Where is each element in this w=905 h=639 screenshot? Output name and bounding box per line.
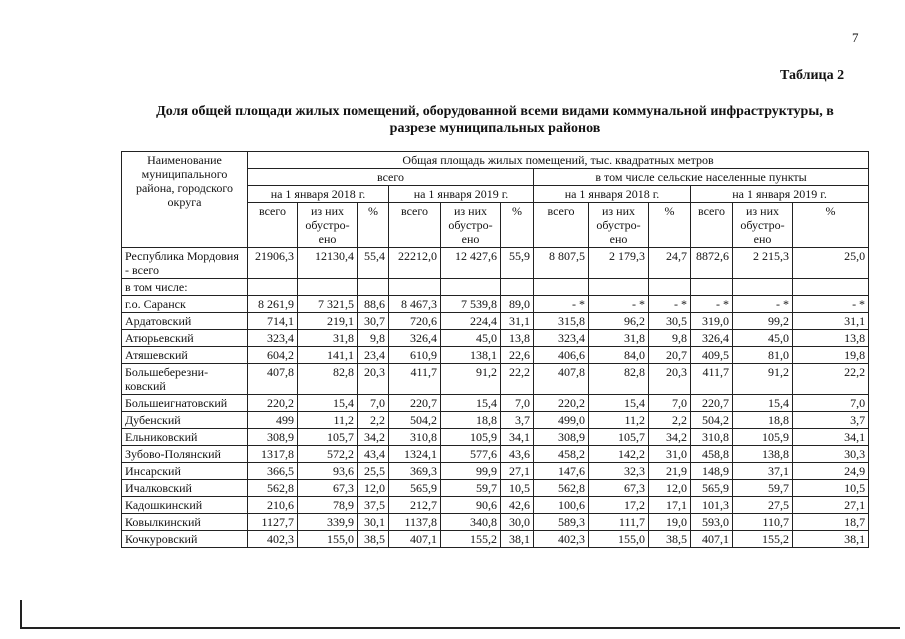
row-value: 13,8: [793, 330, 869, 347]
page-edge-bottom: [20, 627, 900, 629]
table-row: [122, 412, 869, 429]
row-value: 402,3: [248, 531, 298, 548]
row-value: 593,0: [691, 514, 733, 531]
row-value: 45,0: [441, 330, 501, 347]
header-date-2018: на 1 января 2018 г.: [248, 186, 389, 203]
row-value: 37,1: [733, 463, 793, 480]
row-value: 148,9: [691, 463, 733, 480]
header-sub-total: всего: [691, 203, 733, 248]
row-value: 310,8: [389, 429, 441, 446]
row-value: 93,6: [298, 463, 358, 480]
table-label: Таблица 2: [780, 68, 845, 83]
row-value: [733, 279, 793, 296]
header-date-2019: на 1 января 2019 г.: [389, 186, 534, 203]
row-value: [298, 279, 358, 296]
row-value: 142,2: [589, 446, 649, 463]
row-value: 219,1: [298, 313, 358, 330]
row-value: 43,6: [501, 446, 534, 463]
row-value: 15,4: [298, 395, 358, 412]
row-value: 19,8: [793, 347, 869, 364]
row-value: 59,7: [733, 480, 793, 497]
row-value: 22,6: [501, 347, 534, 364]
row-value: 81,0: [733, 347, 793, 364]
row-value: 22,2: [501, 364, 534, 395]
row-value: 220,7: [691, 395, 733, 412]
row-value: 212,7: [389, 497, 441, 514]
row-value: 326,4: [691, 330, 733, 347]
row-value: 12130,4: [298, 248, 358, 279]
row-value: 407,1: [691, 531, 733, 548]
row-value: 720,6: [389, 313, 441, 330]
row-value: 27,5: [733, 497, 793, 514]
row-value: 2,2: [358, 412, 389, 429]
row-value: 67,3: [298, 480, 358, 497]
header-date-2019-rural: на 1 января 2019 г.: [691, 186, 869, 203]
row-value: 43,4: [358, 446, 389, 463]
row-name: Зубово-Полянский: [122, 446, 248, 463]
row-value: 84,0: [589, 347, 649, 364]
row-value: 20,3: [649, 364, 691, 395]
row-value: 577,6: [441, 446, 501, 463]
row-value: 34,2: [649, 429, 691, 446]
row-value: 30,1: [358, 514, 389, 531]
row-value: 30,3: [793, 446, 869, 463]
header-group-rural: в том числе сельские населенные пункты: [534, 169, 869, 186]
row-value: 31,1: [501, 313, 534, 330]
row-value: 45,0: [733, 330, 793, 347]
header-sub-pct: %: [649, 203, 691, 248]
row-value: 3,7: [793, 412, 869, 429]
row-value: 7,0: [649, 395, 691, 412]
header-group-all: всего: [248, 169, 534, 186]
row-value: 7,0: [501, 395, 534, 412]
table-row: [122, 463, 869, 480]
row-value: - *: [691, 296, 733, 313]
row-value: 96,2: [589, 313, 649, 330]
row-value: 105,7: [298, 429, 358, 446]
header-sub-pct: %: [793, 203, 869, 248]
table-row: [122, 480, 869, 497]
header-sub-pct: %: [501, 203, 534, 248]
row-value: 31,1: [793, 313, 869, 330]
row-name: в том числе:: [122, 279, 248, 296]
row-value: 402,3: [534, 531, 589, 548]
row-value: 105,7: [589, 429, 649, 446]
row-value: 308,9: [534, 429, 589, 446]
row-value: 138,1: [441, 347, 501, 364]
row-value: 12,0: [358, 480, 389, 497]
row-value: 1317,8: [248, 446, 298, 463]
table-row: [122, 429, 869, 446]
row-name: Ичалковский: [122, 480, 248, 497]
row-value: 11,2: [298, 412, 358, 429]
row-value: 30,0: [501, 514, 534, 531]
header-sub-pct: %: [358, 203, 389, 248]
row-value: 407,1: [389, 531, 441, 548]
header-sub-equipped: из них обустро-ено: [733, 203, 793, 248]
header-main-group: Общая площадь жилых помещений, тыс. квадратных метров: [248, 152, 869, 169]
row-value: 34,1: [501, 429, 534, 446]
page-edge-left: [20, 600, 22, 628]
row-value: 7 539,8: [441, 296, 501, 313]
row-value: 562,8: [534, 480, 589, 497]
row-value: 499: [248, 412, 298, 429]
row-value: 31,8: [589, 330, 649, 347]
row-value: 21,9: [649, 463, 691, 480]
row-value: 91,2: [733, 364, 793, 395]
title-line-2: разрезе муниципальных районов: [389, 121, 601, 136]
title-line-1: Доля общей площади жилых помещений, оборудованной всеми видами коммунальной инфраструктуры, в: [156, 104, 834, 119]
row-value: 42,6: [501, 497, 534, 514]
header-date-2018-rural: на 1 января 2018 г.: [534, 186, 691, 203]
table-body: [122, 248, 869, 548]
row-value: 610,9: [389, 347, 441, 364]
row-value: [589, 279, 649, 296]
row-name: Кочкуровский: [122, 531, 248, 548]
row-value: 55,4: [358, 248, 389, 279]
row-value: 23,4: [358, 347, 389, 364]
row-value: 3,7: [501, 412, 534, 429]
row-value: 18,8: [733, 412, 793, 429]
row-value: 82,8: [589, 364, 649, 395]
row-value: 458,8: [691, 446, 733, 463]
row-name: Инсарский: [122, 463, 248, 480]
row-value: 1127,7: [248, 514, 298, 531]
row-value: 366,5: [248, 463, 298, 480]
row-value: 25,5: [358, 463, 389, 480]
row-value: 411,7: [389, 364, 441, 395]
row-value: 78,9: [298, 497, 358, 514]
row-value: 18,7: [793, 514, 869, 531]
row-value: 220,2: [534, 395, 589, 412]
row-value: 9,8: [649, 330, 691, 347]
row-value: 22,2: [793, 364, 869, 395]
row-value: 10,5: [501, 480, 534, 497]
row-value: 565,9: [691, 480, 733, 497]
table-row: [122, 364, 869, 395]
row-value: 24,9: [793, 463, 869, 480]
row-value: 91,2: [441, 364, 501, 395]
row-value: 21906,3: [248, 248, 298, 279]
row-value: 27,1: [501, 463, 534, 480]
table-row: [122, 248, 869, 279]
table-row: [122, 514, 869, 531]
row-value: 1137,8: [389, 514, 441, 531]
header-sub-equipped: из них обустро-ено: [589, 203, 649, 248]
row-name: Большеберезни-ковский: [122, 364, 248, 395]
document-title: [120, 103, 870, 137]
row-value: 369,3: [389, 463, 441, 480]
row-value: 38,1: [793, 531, 869, 548]
row-value: 458,2: [534, 446, 589, 463]
row-value: 12 427,6: [441, 248, 501, 279]
row-value: 407,8: [534, 364, 589, 395]
row-value: 1324,1: [389, 446, 441, 463]
row-value: 111,7: [589, 514, 649, 531]
table-row: [122, 279, 869, 296]
row-value: 589,3: [534, 514, 589, 531]
row-value: 55,9: [501, 248, 534, 279]
table-row: [122, 347, 869, 364]
row-name: г.о. Саранск: [122, 296, 248, 313]
row-value: 220,7: [389, 395, 441, 412]
row-value: 572,2: [298, 446, 358, 463]
row-value: 25,0: [793, 248, 869, 279]
row-value: [389, 279, 441, 296]
row-value: 32,3: [589, 463, 649, 480]
row-value: 13,8: [501, 330, 534, 347]
row-value: 319,0: [691, 313, 733, 330]
row-value: 89,0: [501, 296, 534, 313]
row-value: 340,8: [441, 514, 501, 531]
row-value: 18,8: [441, 412, 501, 429]
row-value: 99,9: [441, 463, 501, 480]
row-name: Атюрьевский: [122, 330, 248, 347]
row-value: 155,0: [589, 531, 649, 548]
row-value: 155,2: [733, 531, 793, 548]
row-value: 30,7: [358, 313, 389, 330]
row-value: 17,2: [589, 497, 649, 514]
header-sub-equipped: из них обустро-ено: [441, 203, 501, 248]
row-value: 19,0: [649, 514, 691, 531]
row-value: 224,4: [441, 313, 501, 330]
row-value: 155,2: [441, 531, 501, 548]
row-name: Дубенский: [122, 412, 248, 429]
row-value: - *: [793, 296, 869, 313]
row-value: 31,0: [649, 446, 691, 463]
header-sub-total: всего: [248, 203, 298, 248]
table-row: [122, 395, 869, 412]
table-row: [122, 296, 869, 313]
row-value: [534, 279, 589, 296]
row-value: 11,2: [589, 412, 649, 429]
row-value: [691, 279, 733, 296]
row-value: 339,9: [298, 514, 358, 531]
row-value: 8 261,9: [248, 296, 298, 313]
row-value: 499,0: [534, 412, 589, 429]
row-name: Кадошкинский: [122, 497, 248, 514]
row-name: Ковылкинский: [122, 514, 248, 531]
row-value: 88,6: [358, 296, 389, 313]
header-sub-total: всего: [534, 203, 589, 248]
row-value: 406,6: [534, 347, 589, 364]
row-value: [501, 279, 534, 296]
row-value: 38,5: [358, 531, 389, 548]
table-row: [122, 313, 869, 330]
page-number: 7: [852, 30, 859, 45]
row-value: 310,8: [691, 429, 733, 446]
row-value: 37,5: [358, 497, 389, 514]
row-value: 105,9: [441, 429, 501, 446]
table-row: [122, 446, 869, 463]
row-value: 138,8: [733, 446, 793, 463]
row-value: 99,2: [733, 313, 793, 330]
row-value: [248, 279, 298, 296]
row-value: 15,4: [733, 395, 793, 412]
row-name: Атяшевский: [122, 347, 248, 364]
row-name: Республика Мордовия - всего: [122, 248, 248, 279]
row-value: - *: [733, 296, 793, 313]
row-value: 34,2: [358, 429, 389, 446]
row-value: 315,8: [534, 313, 589, 330]
row-value: - *: [589, 296, 649, 313]
row-value: 22212,0: [389, 248, 441, 279]
row-value: 31,8: [298, 330, 358, 347]
table-row: [122, 330, 869, 347]
row-value: 2 215,3: [733, 248, 793, 279]
row-value: 2 179,3: [589, 248, 649, 279]
row-value: [441, 279, 501, 296]
row-value: 7 321,5: [298, 296, 358, 313]
row-value: 8 807,5: [534, 248, 589, 279]
row-value: [793, 279, 869, 296]
row-value: 8 467,3: [389, 296, 441, 313]
row-value: 409,5: [691, 347, 733, 364]
row-name: Большеигнатовский: [122, 395, 248, 412]
row-value: 20,7: [649, 347, 691, 364]
row-value: 562,8: [248, 480, 298, 497]
row-value: 110,7: [733, 514, 793, 531]
data-table: [121, 151, 869, 548]
row-value: 38,5: [649, 531, 691, 548]
row-value: 7,0: [358, 395, 389, 412]
row-value: 24,7: [649, 248, 691, 279]
row-value: - *: [534, 296, 589, 313]
row-value: 2,2: [649, 412, 691, 429]
row-value: 15,4: [589, 395, 649, 412]
row-value: 504,2: [389, 412, 441, 429]
row-value: 15,4: [441, 395, 501, 412]
row-value: 27,1: [793, 497, 869, 514]
row-value: 407,8: [248, 364, 298, 395]
row-value: 411,7: [691, 364, 733, 395]
row-value: 714,1: [248, 313, 298, 330]
row-value: 20,3: [358, 364, 389, 395]
header-name-col: Наименование муниципального района, городского округа: [122, 152, 248, 248]
row-value: - *: [649, 296, 691, 313]
row-value: 604,2: [248, 347, 298, 364]
row-value: 220,2: [248, 395, 298, 412]
row-value: 10,5: [793, 480, 869, 497]
row-value: 323,4: [248, 330, 298, 347]
table-row: [122, 497, 869, 514]
row-value: 7,0: [793, 395, 869, 412]
row-value: 101,3: [691, 497, 733, 514]
row-value: 504,2: [691, 412, 733, 429]
row-value: 67,3: [589, 480, 649, 497]
row-value: [649, 279, 691, 296]
row-name: Ардатовский: [122, 313, 248, 330]
row-value: 105,9: [733, 429, 793, 446]
row-value: 565,9: [389, 480, 441, 497]
row-value: 38,1: [501, 531, 534, 548]
row-value: 9,8: [358, 330, 389, 347]
row-value: 12,0: [649, 480, 691, 497]
row-value: 326,4: [389, 330, 441, 347]
row-value: 210,6: [248, 497, 298, 514]
row-value: 90,6: [441, 497, 501, 514]
row-value: 323,4: [534, 330, 589, 347]
row-value: 100,6: [534, 497, 589, 514]
row-value: 30,5: [649, 313, 691, 330]
row-value: [358, 279, 389, 296]
row-value: 155,0: [298, 531, 358, 548]
row-value: 34,1: [793, 429, 869, 446]
table-row: [122, 531, 869, 548]
row-value: 147,6: [534, 463, 589, 480]
row-value: 82,8: [298, 364, 358, 395]
header-sub-total: всего: [389, 203, 441, 248]
row-value: 17,1: [649, 497, 691, 514]
row-value: 141,1: [298, 347, 358, 364]
header-sub-equipped: из них обустро-ено: [298, 203, 358, 248]
row-value: 308,9: [248, 429, 298, 446]
row-value: 8872,6: [691, 248, 733, 279]
row-value: 59,7: [441, 480, 501, 497]
row-name: Ельниковский: [122, 429, 248, 446]
